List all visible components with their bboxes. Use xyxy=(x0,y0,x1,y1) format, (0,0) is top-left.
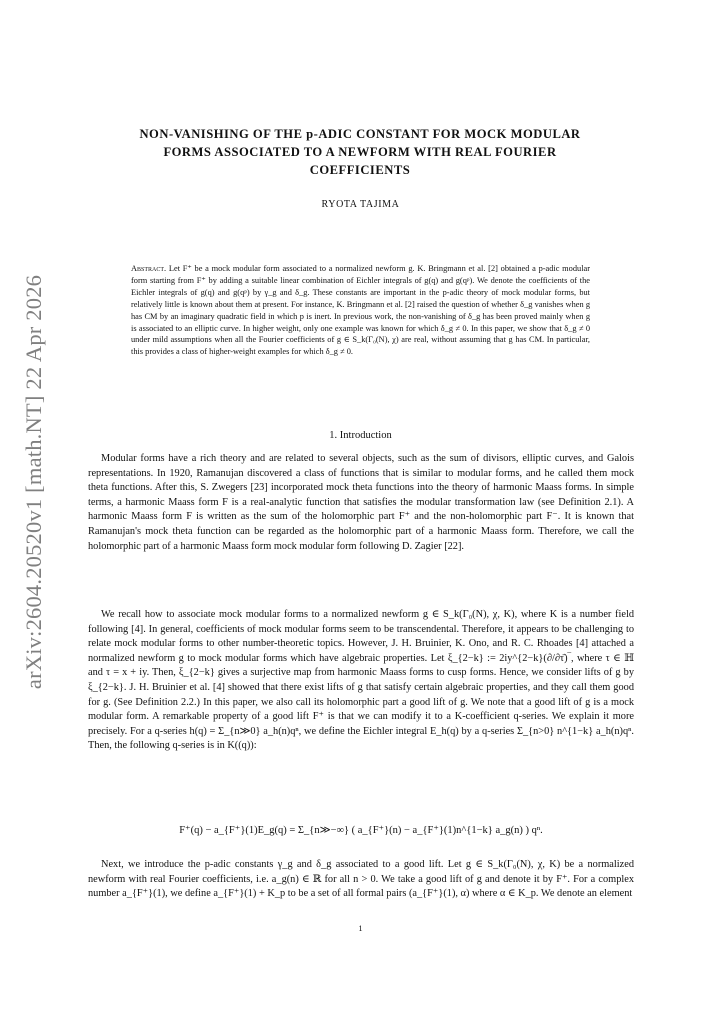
intro-paragraph-1-container xyxy=(88,452,634,554)
intro-paragraph-2-container xyxy=(88,608,634,754)
abstract-text: Let F⁺ be a mock modular form associated to a normalized newform g. K. Bringmann et al. [2] obtained a p-adic modular form starting from F⁺ by adding a suitable linear combination of Eichler integrals of g(q) and g(qᵖ). We denote the coefficients of the Eichler integrals of g(q) and g(qᵖ) by γ_g and δ_g. These constants are important in the p-adic theory of mock modular forms, but relatively little is known about them at present. For instance, K. Bringmann et al. [2] raised the question of whether δ_g vanishes when g has CM by an imaginary quadratic field in which p is inert. In previous work, the non-vanishing of δ_g has been proved mainly when g is associated to an elliptic curve. In higher weight, only one example was known for which δ_g ≠ 0. In this paper, we show that δ_g ≠ 0 under mild assumptions when all the Fourier coefficients of g ∈ S_k(Γ₀(N), χ) are real, without assuming that g has CM. In particular, this provides a class of higher-weight examples for which δ_g ≠ 0. xyxy=(131,264,590,357)
intro-paragraph-2: We recall how to associate mock modular forms to a normalized newform g ∈ S_k(Γ₀(N), χ, K), where K is a number field following [4]. In general, coefficients of mock modular forms seem to be transcendental. Therefore, it appears to be challenging to relate mock modular forms to other number-theoretic topics. However, J. H. Bruinier, K. Ono, and R. C. Rhoades [4] attached a normalized newform g to mock modular forms which have algebraic properties. Let ξ_{2−k} := 2iy^{2−k}(∂/∂τ̄)‾, where τ ∈ ℍ and τ = x + iy. Then, ξ_{2−k} gives a surjective map from harmonic Maass forms to cusp forms. Hence, we consider lifts of g by ξ_{2−k}. J. H. Bruinier et al. [4] showed that there exist lifts of g that satisfy certain algebraic properties, and they call them good for g. (See Definition 2.2.) In this paper, we also call its holomorphic part a good lift of g. We note that a good lift of g is a mock modular form. A remarkable property of a good lift F⁺ is that we can modify it to a K-coefficient q-series. We explain it more precisely. For a q-series h(q) = Σ_{n≫0} a_h(n)qⁿ, we define the Eichler integral E_h(q) by a q-series Σ_{n>0} n^{1−k} a_h(n)qⁿ. Then, the following q-series is in K((q)): xyxy=(88,609,634,752)
arxiv-sidebar xyxy=(14,274,54,690)
title-line-2: FORMS ASSOCIATED TO A NEWFORM WITH REAL FOURIER xyxy=(163,145,557,159)
section-heading-introduction: 1. Introduction xyxy=(329,430,392,441)
abstract xyxy=(131,263,590,358)
intro-paragraph-3-container xyxy=(88,858,634,902)
paper-title xyxy=(90,125,630,179)
intro-paragraph-1: Modular forms have a rich theory and are related to several objects, such as the sum of divisors, elliptic curves, and Galois representations. In 1920, Ramanujan discovered a class of functions that is similar to modular forms, and he called them mock theta functions. After this, S. Zwegers [23] incorporated mock theta functions into the theory of harmonic Maass forms. In simple terms, a harmonic Maass form F is a real-analytic function that satisfies the modular transformation law (see Definition 2.1). A harmonic Maass form F is written as the sum of the holomorphic part F⁺ and the non-holomorphic part F⁻. It is known that Ramanujan's mock theta function can be regarded as the holomorphic part of a harmonic Maass form. Therefore, we call the holomorphic part of a harmonic Maass form mock modular form following D. Zagier [22]. xyxy=(88,453,634,552)
title-line-3: COEFFICIENTS xyxy=(309,163,411,177)
arxiv-identifier: arXiv:2604.20520v1 [math.NT] 22 Apr 2026 xyxy=(21,274,46,690)
abstract-heading: Abstract. xyxy=(131,264,167,273)
display-equation: F⁺(q) − a_{F⁺}(1)E_g(q) = Σ_{n≫−∞} ( a_{F⁺}(n) − a_{F⁺}(1)n^{1−k} a_g(n) ) qⁿ. xyxy=(179,825,543,836)
page-number: 1 xyxy=(358,923,363,933)
author-name: RYOTA TAJIMA xyxy=(321,199,400,210)
intro-paragraph-3: Next, we introduce the p-adic constants γ_g and δ_g associated to a good lift. Let g ∈ S_k(Γ₀(N), χ, K) be a normalized newform with real Fourier coefficients, i.e. a_g(n) ∈ ℝ for all n > 0. We take a good lift of g and denote it by F⁺. For a complex number a_{F⁺}(1), we define a_{F⁺}(1) + K_p to be a set of all formal pairs (a_{F⁺}(1), α) where α ∈ K_p. We denote an element xyxy=(88,859,634,900)
title-line-1: NON-VANISHING OF THE p-ADIC CONSTANT FOR MOCK MODULAR xyxy=(139,127,581,141)
